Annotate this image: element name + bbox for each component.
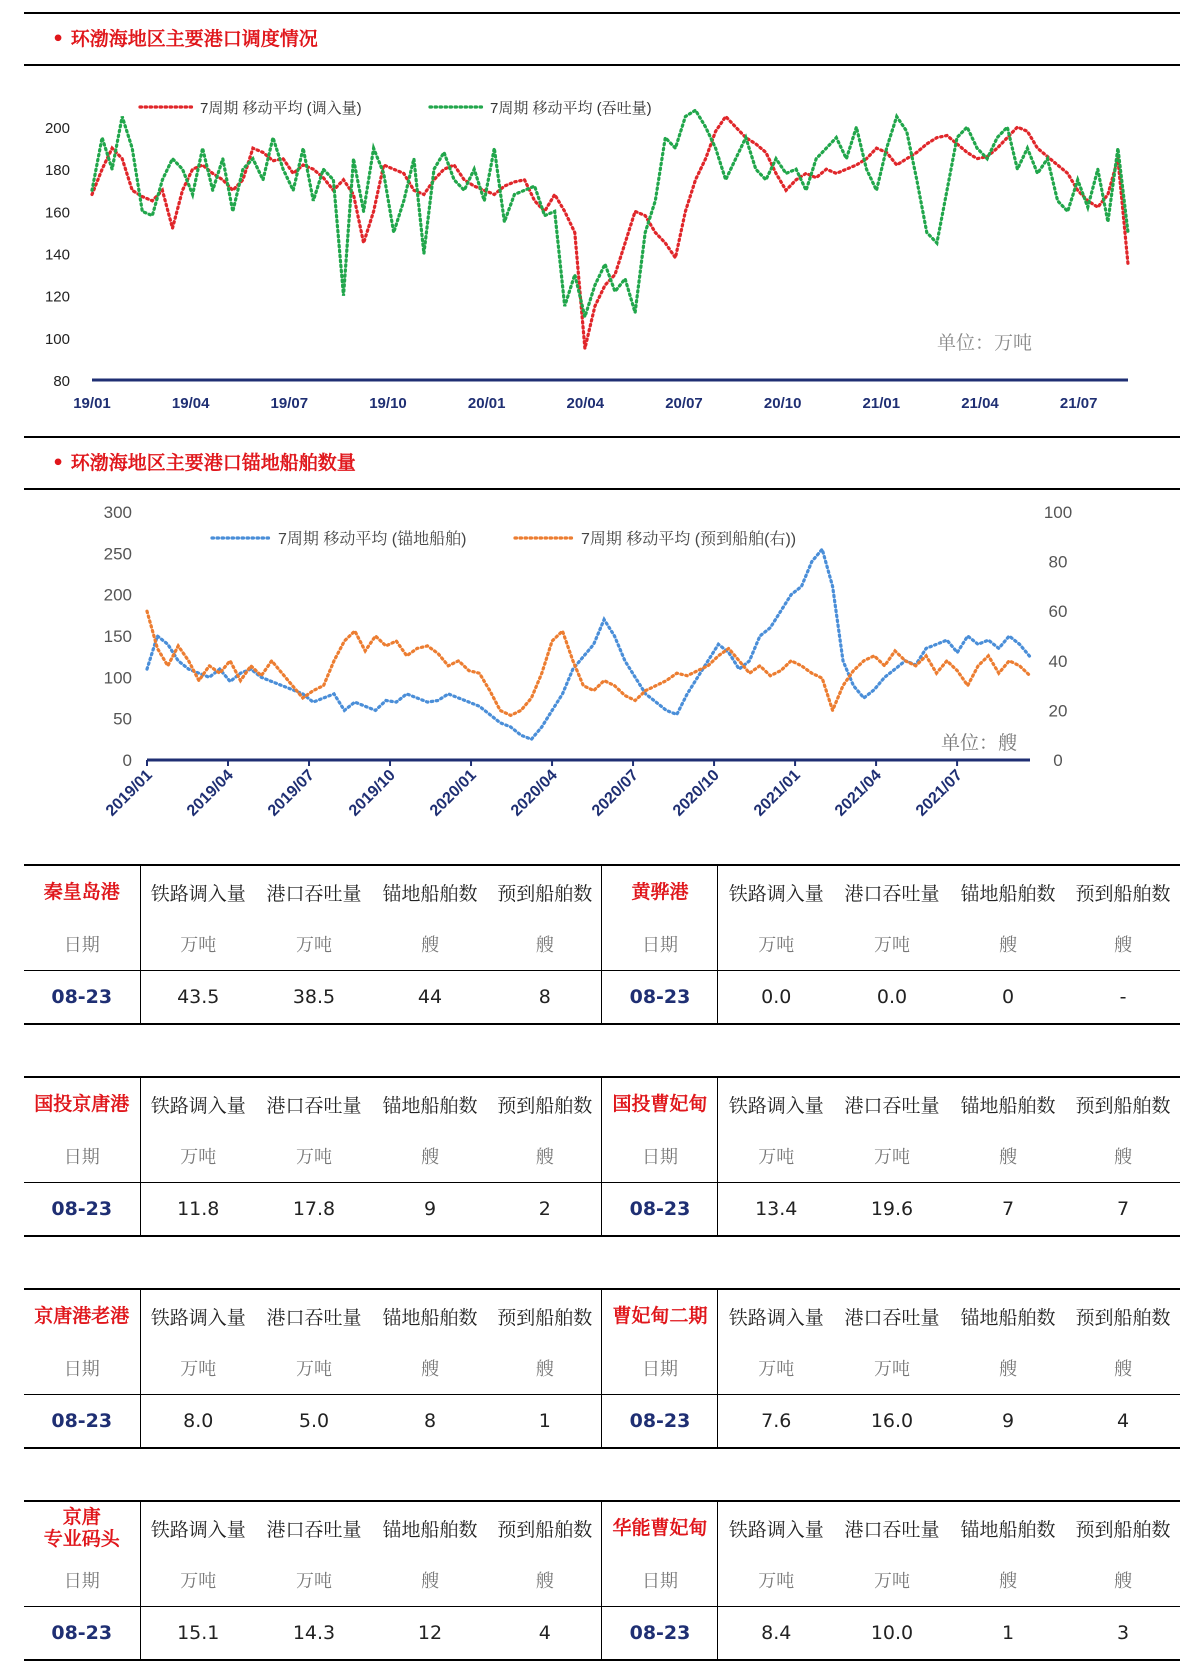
- date-cell: 08-23: [24, 971, 140, 1025]
- value-cell: -: [1066, 971, 1180, 1025]
- column-header: 铁路调入量: [718, 1289, 834, 1342]
- unit-cell: 艘: [998, 1359, 1017, 1380]
- unit-cell: 万吨: [758, 935, 795, 956]
- right-y-tick-label: 100: [1043, 503, 1073, 522]
- column-header: 铁路调入量: [718, 1501, 834, 1554]
- x-tick-label: 20/10: [763, 395, 802, 412]
- value-cell: 17.8: [256, 1183, 372, 1237]
- unit-label: 单位：万吨: [936, 333, 1032, 354]
- left-y-tick-label: 50: [113, 709, 132, 729]
- column-header: 预到船舶数: [1066, 1501, 1180, 1554]
- unit-cell: 万吨: [296, 1359, 332, 1380]
- x-tick-label: 20/07: [665, 395, 703, 412]
- right-y-tick-label: 40: [1048, 651, 1068, 671]
- value-cell: 11.8: [140, 1183, 256, 1237]
- port-name: 曹妃甸二期: [602, 1289, 718, 1342]
- column-header: 铁路调入量: [140, 1289, 256, 1342]
- left-y-tick-label: 0: [122, 751, 132, 770]
- port-name: 秦皇岛港: [24, 865, 140, 918]
- port-name: 京唐 专业码头: [24, 1501, 140, 1554]
- value-cell: 0.0: [834, 971, 950, 1025]
- unit-cell: 万吨: [296, 935, 332, 956]
- y-tick-label: 180: [44, 162, 70, 180]
- x-tick-label: 20/04: [566, 395, 605, 412]
- date-label: 日期: [602, 1554, 718, 1607]
- value-cell: 5.0: [256, 1395, 372, 1449]
- section-title-dispatch-text: • 环渤海地区主要港口调度情况: [52, 28, 318, 50]
- value-cell: 8.4: [718, 1607, 834, 1661]
- value-cell: 16.0: [834, 1395, 950, 1449]
- section-title-anchorage: [24, 436, 1180, 490]
- date-label: 日期: [602, 1342, 718, 1395]
- column-header: 铁路调入量: [140, 1077, 256, 1130]
- port-name: 黄骅港: [602, 865, 718, 918]
- value-cell: 7: [1066, 1183, 1180, 1237]
- y-tick-label: 100: [44, 330, 70, 348]
- column-header: 港口吞吐量: [256, 1077, 372, 1130]
- column-header: 锚地船舶数: [950, 1289, 1066, 1342]
- value-cell: 7: [950, 1183, 1066, 1237]
- section-title-anchorage-text: • 环渤海地区主要港口锚地船舶数量: [52, 452, 356, 474]
- left-y-tick-label: 150: [103, 627, 132, 646]
- unit-cell: 艘: [1113, 1571, 1132, 1592]
- column-header: 港口吞吐量: [834, 865, 950, 918]
- column-header: 预到船舶数: [488, 865, 602, 918]
- x-tick-label: 2019/07: [264, 766, 318, 820]
- value-cell: 1: [950, 1607, 1066, 1661]
- value-cell: 10.0: [834, 1607, 950, 1661]
- column-header: 锚地船舶数: [372, 1077, 488, 1130]
- legend-label-1: 7周期 移动平均 (锚地船舶): [278, 531, 467, 548]
- value-cell: 8: [372, 1395, 488, 1449]
- port-name: 京唐港老港: [24, 1289, 140, 1342]
- unit-cell: 艘: [488, 1130, 602, 1183]
- unit-cell: 艘: [421, 1147, 439, 1168]
- x-tick-label: 2020/07: [588, 766, 642, 820]
- legend-label-2: 7周期 移动平均 (吞吐量): [490, 100, 652, 117]
- y-tick-label: 200: [44, 120, 70, 138]
- column-header: 预到船舶数: [488, 1501, 602, 1554]
- x-tick-label: 2021/07: [912, 766, 966, 820]
- series-line-2: [92, 110, 1128, 317]
- x-tick-label: 19/07: [270, 395, 309, 412]
- unit-cell: 艘: [998, 1147, 1017, 1168]
- port-table-3: [24, 1288, 1180, 1449]
- value-cell: 9: [372, 1183, 488, 1237]
- x-tick-label: 20/01: [467, 395, 506, 412]
- port-name: 华能曹妃甸: [602, 1501, 718, 1554]
- column-header: 港口吞吐量: [256, 1501, 372, 1554]
- port-table-1: [24, 864, 1180, 1025]
- value-cell: 13.4: [718, 1183, 834, 1237]
- x-tick-label: 21/01: [862, 395, 901, 412]
- column-header: 锚地船舶数: [372, 865, 488, 918]
- section-title-dispatch: [24, 12, 1180, 66]
- left-y-tick-label: 300: [103, 503, 132, 522]
- unit-cell: 艘: [998, 935, 1017, 956]
- unit-cell: 万吨: [873, 1359, 910, 1380]
- column-header: 港口吞吐量: [256, 1289, 372, 1342]
- unit-cell: 艘: [421, 935, 439, 956]
- unit-cell: 万吨: [873, 1571, 910, 1592]
- value-cell: 1: [488, 1395, 602, 1449]
- unit-cell: 艘: [1113, 1359, 1132, 1380]
- y-tick-label: 140: [44, 246, 70, 264]
- column-header: 铁路调入量: [718, 865, 834, 918]
- column-header: 港口吞吐量: [834, 1501, 950, 1554]
- unit-cell: 万吨: [180, 1147, 217, 1168]
- x-tick-label: 21/04: [961, 395, 999, 412]
- date-cell: 08-23: [24, 1183, 140, 1237]
- unit-cell: 艘: [1113, 935, 1132, 956]
- left-y-tick-label: 250: [103, 544, 132, 564]
- column-header: 预到船舶数: [1066, 865, 1180, 918]
- x-tick-label: 2019/01: [102, 766, 156, 820]
- value-cell: 4: [1066, 1395, 1180, 1449]
- unit-cell: 万吨: [758, 1359, 795, 1380]
- unit-cell: 万吨: [873, 1147, 910, 1168]
- x-tick-label: 2021/04: [831, 766, 885, 820]
- value-cell: 4: [488, 1607, 602, 1661]
- value-cell: 0: [950, 971, 1066, 1025]
- left-y-tick-label: 200: [103, 585, 132, 605]
- unit-cell: 艘: [488, 918, 602, 971]
- date-cell: 08-23: [24, 1395, 140, 1449]
- column-header: 铁路调入量: [140, 865, 256, 918]
- x-tick-label: 2020/04: [507, 766, 561, 820]
- x-tick-label: 2020/10: [669, 766, 723, 820]
- column-header: 预到船舶数: [488, 1289, 602, 1342]
- column-header: 港口吞吐量: [834, 1077, 950, 1130]
- value-cell: 8: [488, 971, 602, 1025]
- unit-cell: 万吨: [296, 1571, 332, 1592]
- column-header: 港口吞吐量: [256, 865, 372, 918]
- date-label: 日期: [24, 1130, 140, 1183]
- column-header: 预到船舶数: [1066, 1289, 1180, 1342]
- port-table-2: [24, 1076, 1180, 1237]
- port-table-4: [24, 1500, 1180, 1661]
- date-cell: 08-23: [602, 1183, 718, 1237]
- unit-cell: 艘: [998, 1571, 1017, 1592]
- value-cell: 44: [372, 971, 488, 1025]
- column-header: 锚地船舶数: [372, 1289, 488, 1342]
- series-line-1: [92, 117, 1128, 349]
- value-cell: 8.0: [140, 1395, 256, 1449]
- value-cell: 14.3: [256, 1607, 372, 1661]
- value-cell: 7.6: [718, 1395, 834, 1449]
- series-line-2: [147, 611, 1030, 715]
- column-header: 港口吞吐量: [834, 1289, 950, 1342]
- x-tick-label: 2021/01: [750, 766, 804, 820]
- unit-cell: 艘: [421, 1359, 439, 1380]
- date-cell: 08-23: [24, 1607, 140, 1661]
- column-header: 预到船舶数: [488, 1077, 602, 1130]
- unit-cell: 万吨: [758, 1147, 795, 1168]
- y-tick-label: 160: [44, 204, 70, 222]
- left-y-tick-label: 100: [103, 668, 132, 688]
- unit-cell: 万吨: [296, 1147, 332, 1168]
- x-tick-label: 19/04: [171, 395, 210, 412]
- x-tick-label: 19/01: [73, 395, 111, 412]
- date-label: 日期: [24, 1554, 140, 1607]
- legend-label-2: 7周期 移动平均 (预到船舶(右)): [581, 531, 797, 548]
- x-tick-label: 19/10: [369, 395, 407, 412]
- x-tick-label: 2020/01: [426, 766, 480, 820]
- column-header: 铁路调入量: [140, 1501, 256, 1554]
- value-cell: 2: [488, 1183, 602, 1237]
- unit-cell: 万吨: [758, 1571, 795, 1592]
- x-tick-label: 2019/04: [183, 766, 237, 820]
- unit-cell: 万吨: [873, 935, 910, 956]
- unit-cell: 艘: [421, 1571, 439, 1592]
- date-cell: 08-23: [602, 1607, 718, 1661]
- value-cell: 19.6: [834, 1183, 950, 1237]
- column-header: 锚地船舶数: [950, 1077, 1066, 1130]
- x-tick-label: 21/07: [1059, 395, 1098, 412]
- value-cell: 3: [1066, 1607, 1180, 1661]
- right-y-tick-label: 0: [1053, 751, 1063, 770]
- value-cell: 9: [950, 1395, 1066, 1449]
- value-cell: 38.5: [256, 971, 372, 1025]
- right-y-tick-label: 80: [1048, 552, 1068, 572]
- column-header: 锚地船舶数: [372, 1501, 488, 1554]
- value-cell: 0.0: [718, 971, 834, 1025]
- unit-cell: 万吨: [180, 935, 217, 956]
- unit-cell: 艘: [1113, 1147, 1132, 1168]
- dispatch-line-chart: [0, 66, 1200, 416]
- value-cell: 12: [372, 1607, 488, 1661]
- date-cell: 08-23: [602, 1395, 718, 1449]
- unit-cell: 艘: [488, 1342, 602, 1395]
- unit-cell: 万吨: [180, 1571, 217, 1592]
- unit-cell: 万吨: [180, 1359, 217, 1380]
- right-y-tick-label: 20: [1048, 701, 1068, 721]
- y-tick-label: 120: [44, 288, 70, 306]
- value-cell: 43.5: [140, 971, 256, 1025]
- column-header: 铁路调入量: [718, 1077, 834, 1130]
- port-name: 国投曹妃甸: [602, 1077, 718, 1130]
- right-y-tick-label: 60: [1048, 602, 1068, 622]
- column-header: 锚地船舶数: [950, 1501, 1066, 1554]
- unit-label: 单位：艘: [940, 733, 1017, 754]
- column-header: 预到船舶数: [1066, 1077, 1180, 1130]
- anchorage-line-chart: [0, 492, 1200, 862]
- column-header: 锚地船舶数: [950, 865, 1066, 918]
- legend-label-1: 7周期 移动平均 (调入量): [200, 100, 362, 117]
- date-label: 日期: [24, 918, 140, 971]
- unit-cell: 艘: [488, 1554, 602, 1607]
- date-label: 日期: [602, 1130, 718, 1183]
- port-name: 国投京唐港: [24, 1077, 140, 1130]
- date-cell: 08-23: [602, 971, 718, 1025]
- value-cell: 15.1: [140, 1607, 256, 1661]
- y-tick-label: 80: [53, 373, 70, 390]
- date-label: 日期: [24, 1342, 140, 1395]
- series-line-1: [147, 549, 1030, 739]
- x-tick-label: 2019/10: [345, 766, 399, 820]
- date-label: 日期: [602, 918, 718, 971]
